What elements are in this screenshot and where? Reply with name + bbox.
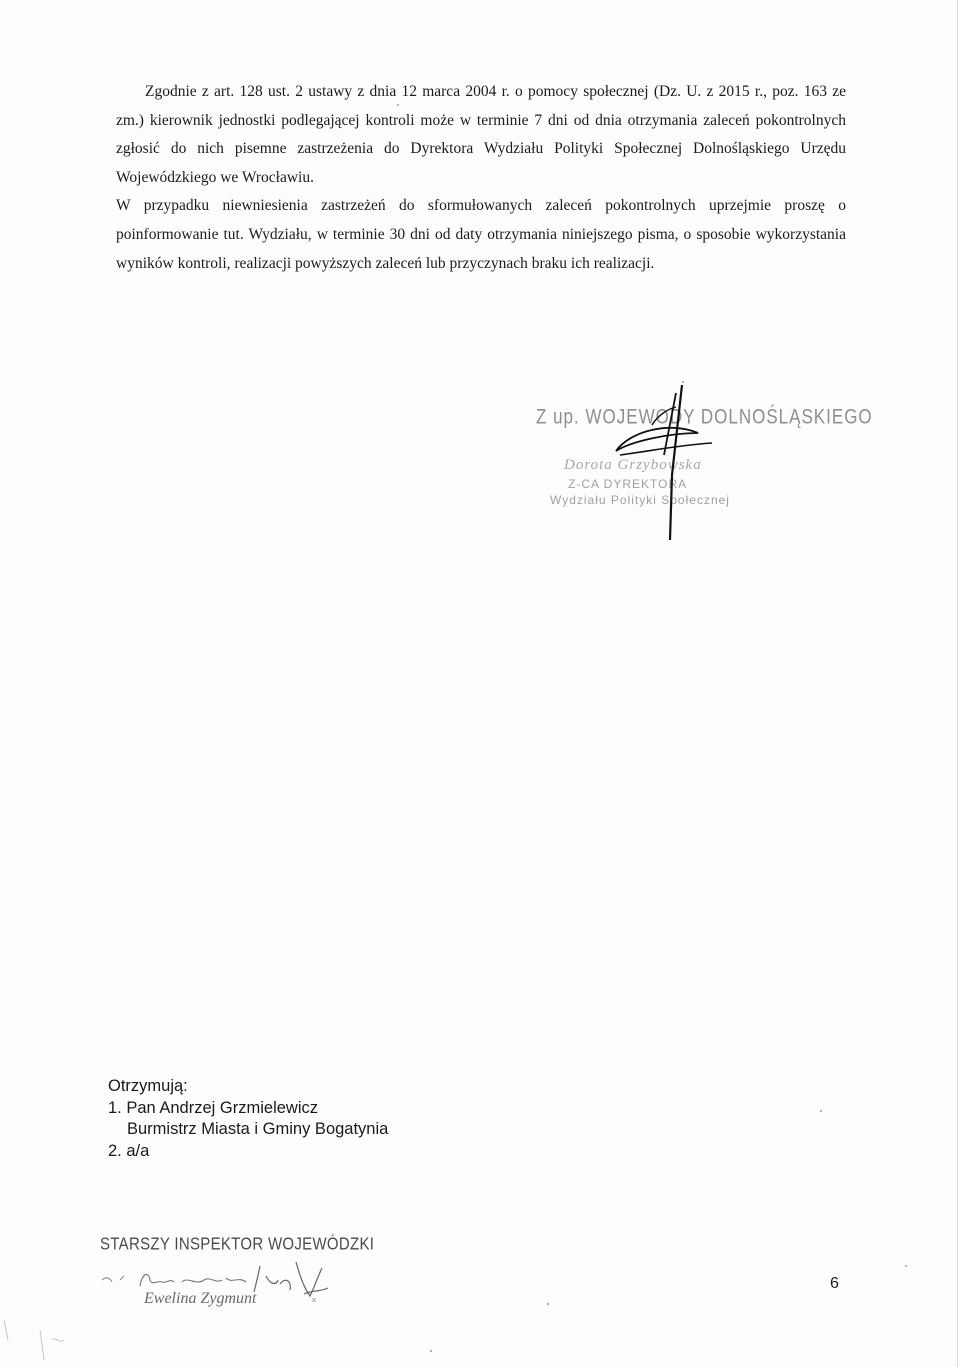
handwritten-signature: [520, 385, 820, 555]
page-number: 6: [830, 1275, 839, 1292]
stamp-role: Z-CA DYREKTORA: [568, 477, 688, 491]
letter-body: [116, 78, 846, 278]
official-stamp: [520, 385, 873, 555]
inspector-name: Ewelina Zygmunt: [144, 1290, 257, 1307]
recipients-list: [108, 1076, 388, 1162]
paragraph-objections: Zgodnie z art. 128 ust. 2 ustawy z dnia 12 marca 2004 r. o pomocy społecznej (Dz. U. z 2015 r., poz. 163 ze zm.) kierownik jednostki podlegającej kontroli może w terminie 7 dni od dnia otrzymania zaleceń pokontrolnych zgłosić do nich pisemne zastrzeżenia do Dyrektora Wydziału Polityki Społecznej Dolnośląskiego Urzędu Wojewódzkiego we Wrocławiu.: [116, 83, 846, 186]
stamp-department: Wydziału Polityki Społecznej: [550, 493, 730, 507]
margin-scribble: [0, 1300, 70, 1367]
paragraph-request: W przypadku niewniesienia zastrzeżeń do sformułowanych zaleceń pokontrolnych uprzejmie proszę o poinformowanie tut. Wydziału, w terminie 30 dni od daty otrzymania niniejszego pisma, o sposobie wykorzystania wyników kontroli, realizacji powyższych zaleceń lub przyczynach braku ich realizacji.: [116, 197, 846, 272]
inspector-handwriting: [100, 1236, 500, 1326]
scan-speck: [905, 1265, 907, 1267]
scan-speck: [682, 381, 684, 383]
scan-edge-line: [957, 0, 958, 1367]
recipient-1-detail: Burmistrz Miasta i Gminy Bogatynia: [127, 1120, 389, 1138]
inspector-stamp: [100, 1236, 500, 1326]
scan-speck: [397, 104, 399, 106]
recipient-2: 2. a/a: [108, 1141, 150, 1160]
scan-speck: [820, 1110, 822, 1112]
recipient-1: 1. Pan Andrzej Grzmielewicz: [108, 1098, 318, 1117]
scan-speck: [547, 1303, 549, 1305]
stamp-title: Z up. WOJEWODY DOLNOŚLĄSKIEGO: [536, 404, 873, 429]
scan-speck: [430, 1350, 432, 1352]
stamp-name: Dorota Grzybowska: [564, 457, 702, 473]
inspector-title: STARSZY INSPEKTOR WOJEWÓDZKI: [100, 1234, 375, 1255]
recipients-heading: Otrzymują:: [108, 1077, 188, 1095]
